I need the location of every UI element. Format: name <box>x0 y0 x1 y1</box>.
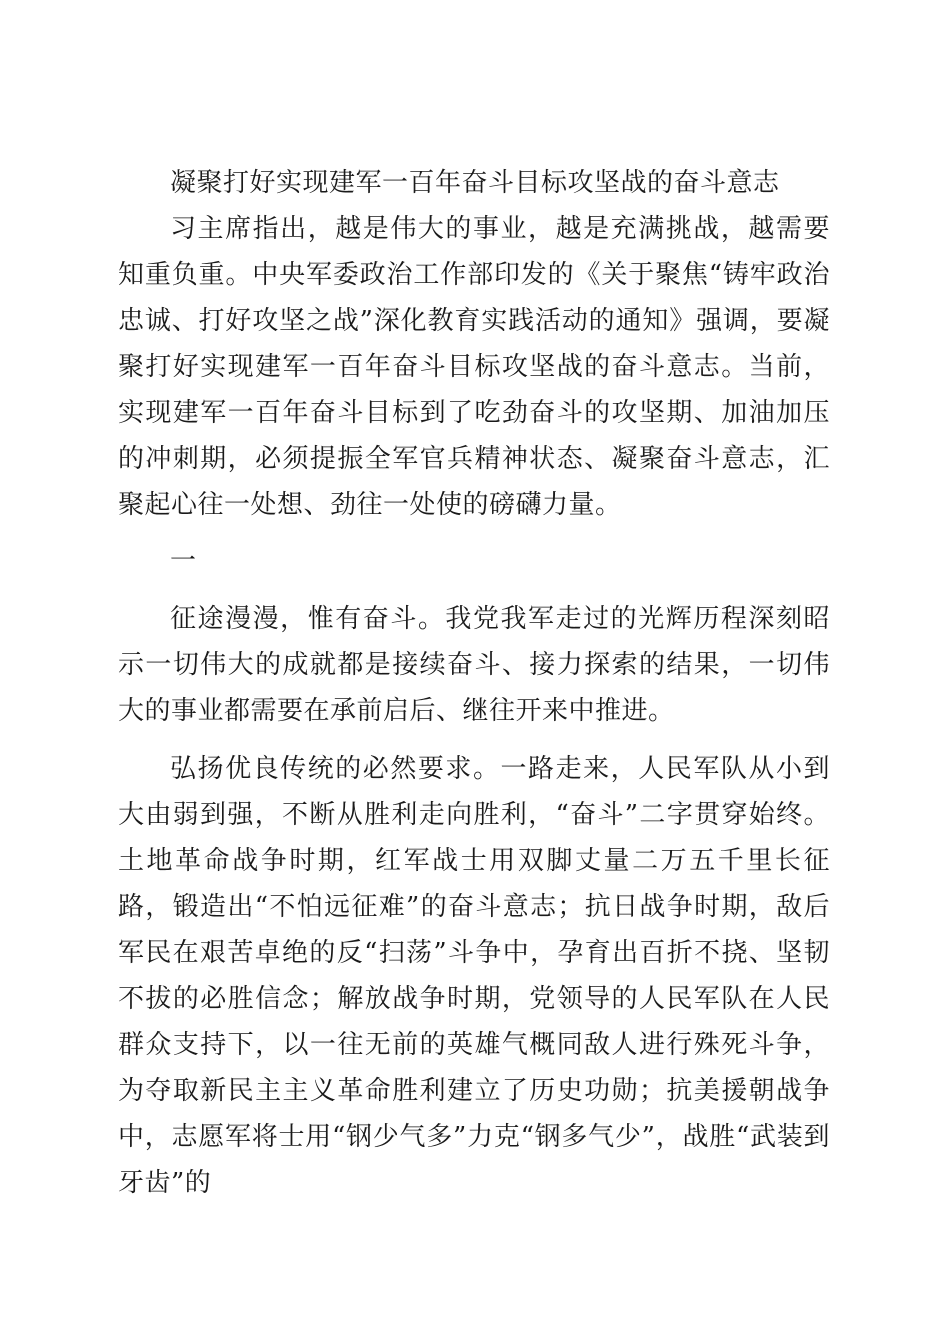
body-paragraph-1: 征途漫漫，惟有奋斗。我党我军走过的光辉历程深刻昭示一切伟大的成就都是接续奋斗、接力探索的结果，一切伟大的事业都需要在承前启后、继往开来中推进。 <box>118 604 830 726</box>
section-number: 一 <box>170 546 197 576</box>
document-body <box>118 160 830 1206</box>
document-title: 凝聚打好实现建军一百年奋斗目标攻坚战的奋斗意志 <box>170 168 780 198</box>
intro-paragraph: 习主席指出，越是伟大的事业，越是充满挑战，越需要知重负重。中央军委政治工作部印发的《关于聚焦“铸牢政治忠诚、打好攻坚之战”深化教育实践活动的通知》强调，要凝聚打好实现建军一百年奋斗目标攻坚战的奋斗意志。当前，实现建军一百年奋斗目标到了吃劲奋斗的攻坚期、加油加压的冲刺期，必须提振全军官兵精神状态、凝聚奋斗意志，汇聚起心往一处想、劲往一处使的磅礴力量。 <box>118 214 830 520</box>
body-paragraph-2: 弘扬优良传统的必然要求。一路走来，人民军队从小到大由弱到强，不断从胜利走向胜利，“奋斗”二字贯穿始终。土地革命战争时期，红军战士用双脚丈量二万五千里长征路，锻造出“不怕远征难”的奋斗意志；抗日战争时期，敌后军民在艰苦卓绝的反“扫荡”斗争中，孕育出百折不挠、坚韧不拔的必胜信念；解放战争时期，党领导的人民军队在人民群众支持下，以一往无前的英雄气概同敌人进行殊死斗争，为夺取新民主主义革命胜利建立了历史功勋；抗美援朝战争中，志愿军将士用“钢少气多”力克“钢多气少”，战胜“武装到牙齿”的 <box>118 754 830 1198</box>
paragraph-spacer <box>118 734 830 746</box>
